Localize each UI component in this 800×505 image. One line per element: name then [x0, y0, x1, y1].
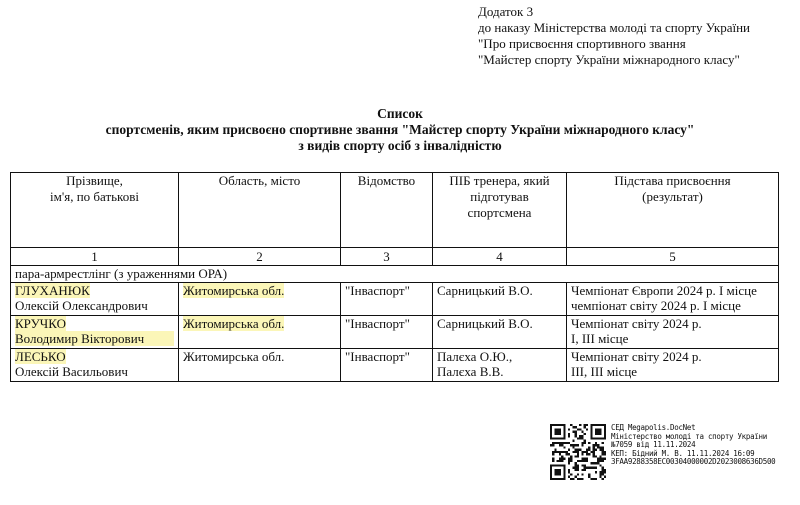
header-region: Область, місто [179, 173, 341, 248]
agency-cell: "Інваспорт" [341, 283, 433, 316]
athlete-given-name: Олексій Васильович [15, 364, 128, 379]
addendum-block [478, 4, 750, 68]
e-signature-stamp [611, 424, 775, 467]
coach-cell: Сарницький В.О. [433, 316, 567, 349]
region-cell: Житомирська обл. [179, 316, 341, 349]
basis-cell: Чемпіонат світу 2024 р. I, III місце [567, 316, 779, 349]
column-number: 5 [567, 248, 779, 266]
coach-cell: Палєха О.Ю., Палєха В.В. [433, 349, 567, 382]
addendum-line-3: "Про присвоєння спортивного звання [478, 36, 686, 51]
athlete-given-name: Володимир Вікторович [15, 331, 174, 346]
header-agency: Відомство [341, 173, 433, 248]
region-cell: Житомирська обл. [179, 349, 341, 382]
basis-cell: Чемпіонат світу 2024 р. III, III місце [567, 349, 779, 382]
region-cell: Житомирська обл. [179, 283, 341, 316]
addendum-line-4: "Майстер спорту України міжнародного класу" [478, 52, 740, 67]
stamp-number: №7059 від 11.11.2024 [611, 440, 696, 450]
header-coach: ПІБ тренера, який підготував спортсмена [433, 173, 567, 248]
column-number: 4 [433, 248, 567, 266]
agency-cell: "Інваспорт" [341, 316, 433, 349]
athletes-table [10, 172, 779, 382]
table-header-row [11, 173, 779, 248]
qr-code-icon [550, 424, 606, 480]
column-number-row [11, 248, 779, 266]
stamp-hash: 3FAA9288358EC00304000002D2023008636D500 [611, 457, 776, 467]
sport-group-row [11, 266, 779, 283]
header-name: Прізвище, ім'я, по батькові [11, 173, 179, 248]
stamp-signature: КЕП: Бідний М. В. 11.11.2024 16:09 [611, 448, 755, 458]
document-heading [0, 106, 800, 154]
addendum-line-2: до наказу Міністерства молоді та спорту України [478, 20, 750, 35]
stamp-ministry: Міністерство молоді та спорту України [611, 431, 767, 441]
table-row [11, 349, 779, 382]
header-basis: Підстава присвоєння (результат) [567, 173, 779, 248]
athlete-surname: ЛЕСЬКО [15, 349, 66, 364]
agency-cell: "Інваспорт" [341, 349, 433, 382]
coach-cell: Сарницький В.О. [433, 283, 567, 316]
column-number: 2 [179, 248, 341, 266]
sport-group-label: пара-армрестлінг (з ураженнями ОРА) [11, 266, 779, 283]
table-row [11, 316, 779, 349]
stamp-system: СЕД Megapolis.DocNet [611, 423, 696, 432]
column-number: 1 [11, 248, 179, 266]
column-number: 3 [341, 248, 433, 266]
heading-subtitle: спортсменів, яким присвоєно спортивне звання "Майстер спорту України міжнародного класу" [105, 122, 695, 137]
basis-cell: Чемпіонат Європи 2024 р. I місце чемпіонат світу 2024 р. I місце [567, 283, 779, 316]
addendum-line-1: Додаток 3 [478, 4, 534, 19]
table-row [11, 283, 779, 316]
athlete-surname: ГЛУХАНЮК [15, 283, 90, 298]
athlete-name-cell [11, 316, 179, 349]
athlete-given-name: Олексій Олександрович [15, 298, 148, 313]
athlete-name-cell [11, 283, 179, 316]
heading-title: Список [377, 106, 423, 121]
athlete-surname: КРУЧКО [15, 316, 66, 331]
athlete-name-cell [11, 349, 179, 382]
heading-category: з видів спорту осіб з інвалідністю [298, 138, 502, 153]
